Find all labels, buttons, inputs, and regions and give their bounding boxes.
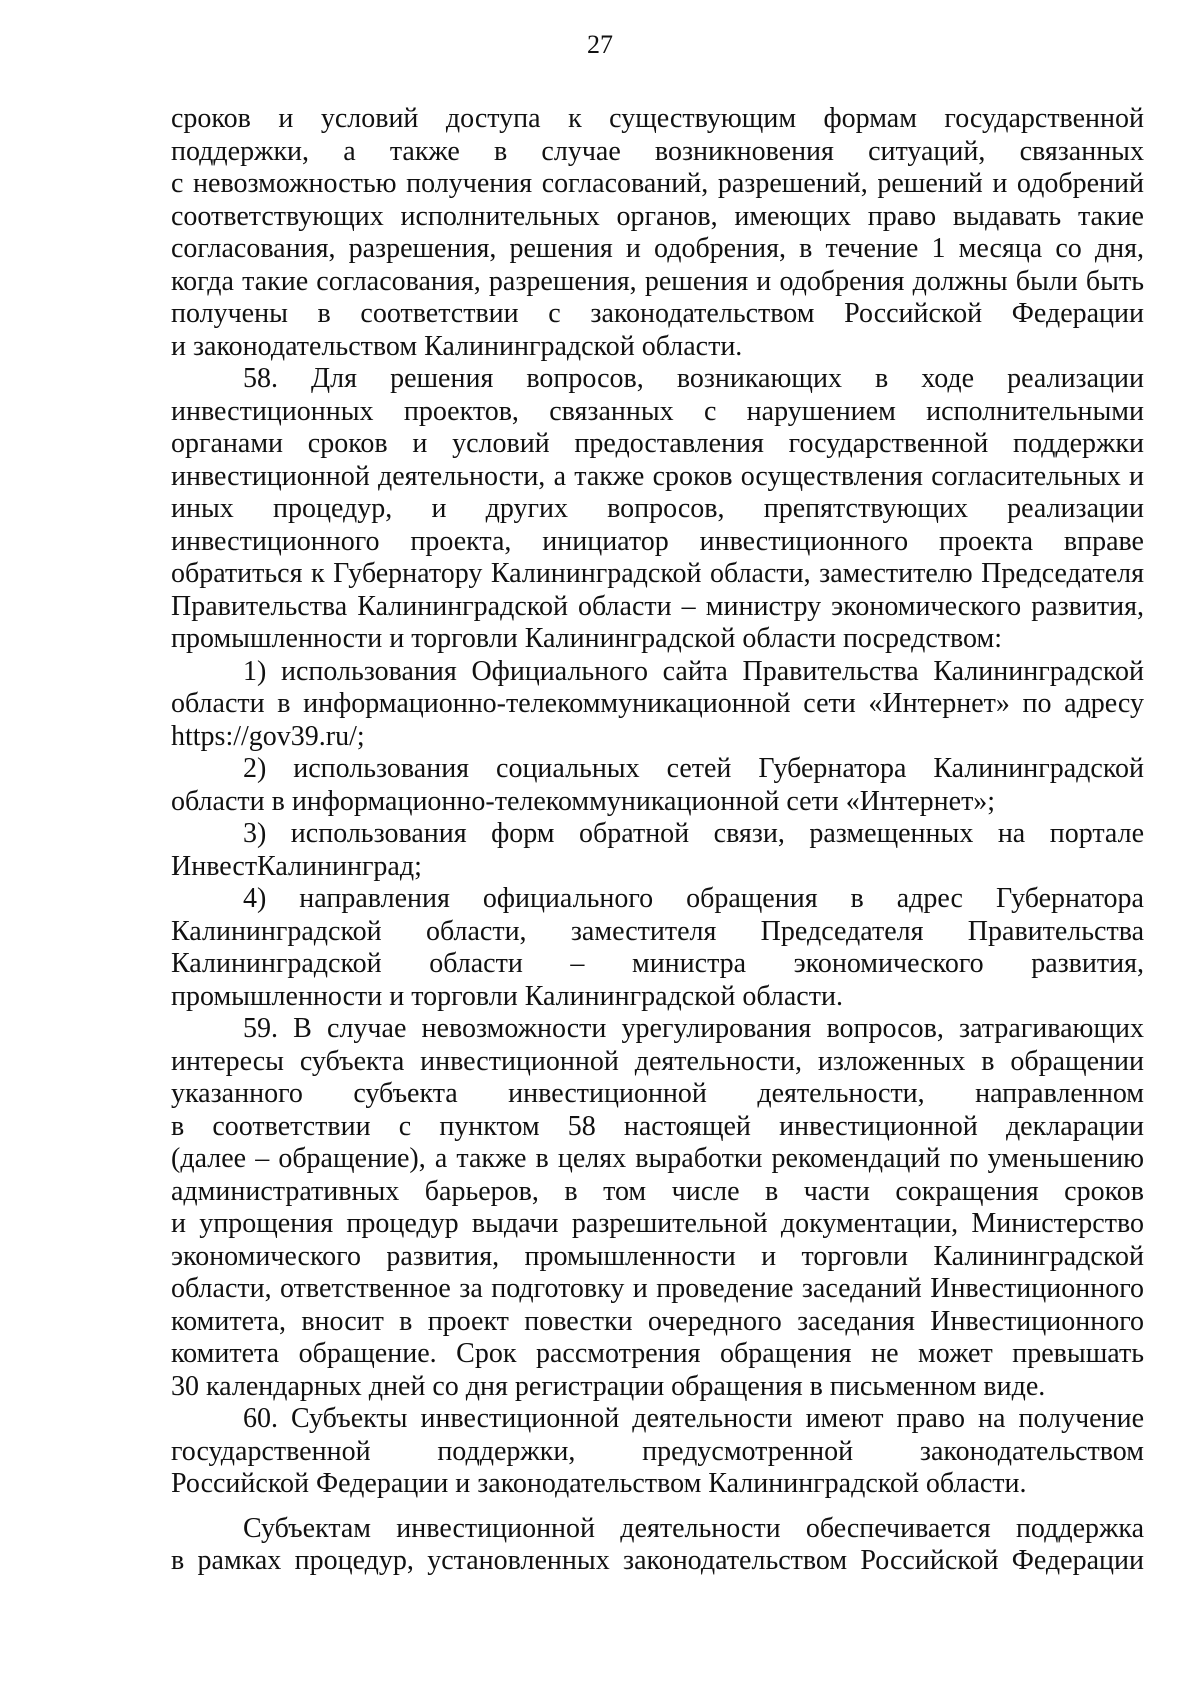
text-line: (далее – обращение), а также в целях выработки рекомендаций по уменьшению bbox=[171, 1143, 1144, 1174]
text-line: сроков и условий доступа к существующим формам государственной bbox=[171, 103, 1144, 134]
text-line: инвестиционных проектов, связанных с нарушением исполнительными bbox=[171, 395, 1144, 427]
text-line: 30 календарных дней со дня регистрации обращения в письменном виде. bbox=[171, 1370, 1046, 1402]
text-line: Калининградской области – министра экономического развития, bbox=[171, 948, 1144, 979]
text-line: комитета, вносит в проект повестки очередного заседания Инвестиционного bbox=[171, 1305, 1144, 1337]
text-line: https://gov39.ru/; bbox=[171, 720, 365, 752]
text-line: поддержки, а также в случае возникновения ситуаций, связанных bbox=[171, 135, 1144, 167]
text-line: и упрощения процедур выдачи разрешительной документации, Министерство bbox=[171, 1208, 1144, 1239]
text-line: и законодательством Калининградской области. bbox=[171, 330, 743, 362]
text-line: органами сроков и условий предоставления государственной поддержки bbox=[171, 428, 1144, 459]
text-line: 3) использования форм обратной связи, размещенных на портале bbox=[243, 818, 1144, 849]
text-line: Калининградской области, заместителя Председателя Правительства bbox=[171, 915, 1144, 947]
text-line: обратиться к Губернатору Калининградской области, заместителю Председателя bbox=[171, 558, 1144, 589]
text-line: Российской Федерации и законодательством Калининградской области. bbox=[171, 1468, 1027, 1499]
text-line: иных процедур, и других вопросов, препятствующих реализации bbox=[171, 493, 1144, 524]
text-line: в соответствии с пунктом 58 настоящей инвестиционной декларации bbox=[171, 1110, 1144, 1142]
text-line: получены в соответствии с законодательством Российской Федерации bbox=[171, 298, 1144, 329]
text-line: интересы субъекта инвестиционной деятельности, изложенных в обращении bbox=[171, 1045, 1144, 1077]
text-line: ИнвестКалининград; bbox=[171, 850, 422, 882]
text-line: Субъектам инвестиционной деятельности обеспечивается поддержка bbox=[243, 1512, 1144, 1544]
text-line: инвестиционной деятельности, а также сроков осуществления согласительных и bbox=[171, 460, 1144, 492]
text-line: области в информационно-телекоммуникационной сети «Интернет»; bbox=[171, 785, 996, 817]
text-line: административных барьеров, в том числе в части сокращения сроков bbox=[171, 1175, 1144, 1207]
text-line: экономического развития, промышленности и торговли Калининградской bbox=[171, 1240, 1144, 1272]
text-line: когда такие согласования, разрешения, решения и одобрения должны были быть bbox=[171, 265, 1144, 297]
text-line: соответствующих исполнительных органов, имеющих право выдавать такие bbox=[171, 200, 1144, 232]
text-line: с невозможностью получения согласований, разрешений, решений и одобрений bbox=[171, 168, 1144, 199]
text-line: 4) направления официального обращения в адрес Губернатора bbox=[243, 883, 1144, 914]
paragraph-gap bbox=[171, 1501, 1144, 1513]
page-number: 27 bbox=[587, 30, 613, 59]
text-line: комитета обращение. Срок рассмотрения обращения не может превышать bbox=[171, 1338, 1144, 1369]
text-line: инвестиционного проекта, инициатор инвестиционного проекта вправе bbox=[171, 525, 1144, 557]
text-line: указанного субъекта инвестиционной деятельности, направленном bbox=[171, 1078, 1144, 1109]
text-line: 59. В случае невозможности урегулирования вопросов, затрагивающих bbox=[243, 1013, 1144, 1044]
text-line: промышленности и торговли Калининградской области. bbox=[171, 980, 843, 1012]
text-line: 60. Субъекты инвестиционной деятельности имеют право на получение bbox=[243, 1403, 1144, 1434]
text-line: в рамках процедур, установленных законодательством Российской Федерации bbox=[171, 1545, 1144, 1576]
text-line: 1) использования Официального сайта Правительства Калининградской bbox=[243, 655, 1144, 687]
text-line: 58. Для решения вопросов, возникающих в ходе реализации bbox=[243, 363, 1144, 394]
text-line: 2) использования социальных сетей Губернатора Калининградской bbox=[243, 753, 1144, 784]
text-line: государственной поддержки, предусмотренной законодательством bbox=[171, 1435, 1144, 1467]
text-line: согласования, разрешения, решения и одобрения, в течение 1 месяца со дня, bbox=[171, 233, 1144, 264]
document-body bbox=[171, 103, 1144, 1578]
text-line: области, ответственное за подготовку и проведение заседаний Инвестиционного bbox=[171, 1273, 1144, 1304]
text-line: Правительства Калининградской области – министру экономического развития, bbox=[171, 590, 1144, 622]
text-line: области в информационно-телекоммуникационной сети «Интернет» по адресу bbox=[171, 688, 1144, 719]
text-line: промышленности и торговли Калининградской области посредством: bbox=[171, 623, 1003, 654]
